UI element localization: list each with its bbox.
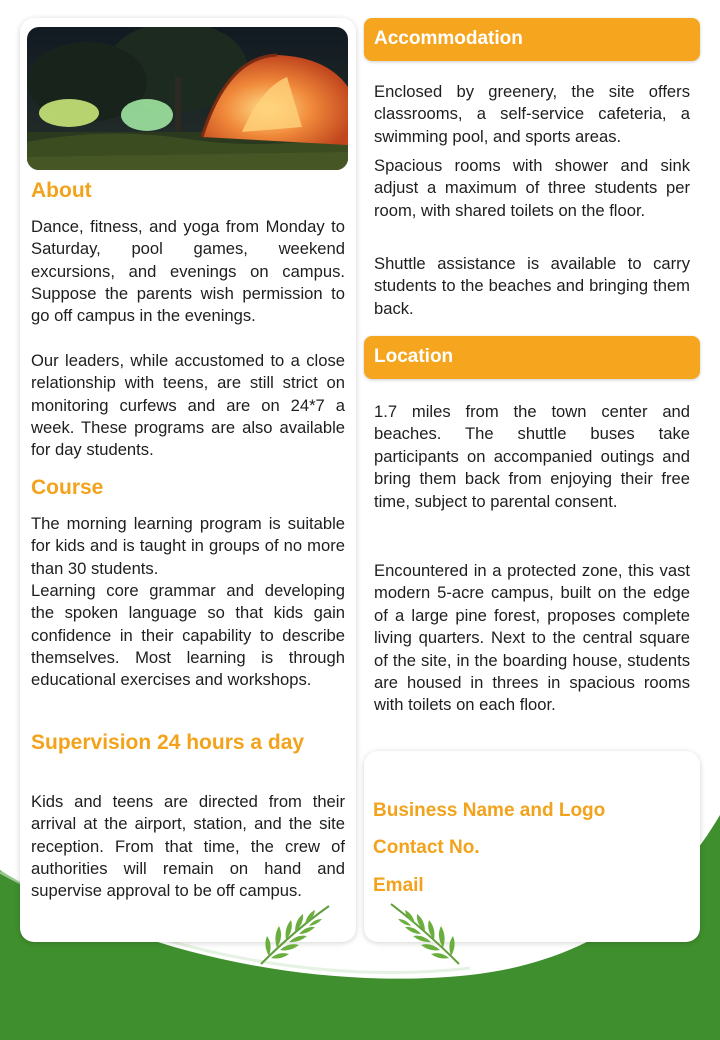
camping-tents-photo xyxy=(27,27,348,170)
location-heading: Location xyxy=(374,346,454,367)
contact-number: Contact No. xyxy=(373,837,480,858)
location-heading-bar xyxy=(364,336,700,379)
course-paragraph-2: Learning core grammar and developing the spoken language so that kids gain confidence in their capability to describe themselves. Most learning is through educational exercises and workshops. xyxy=(31,581,345,690)
location-paragraph-1: 1.7 miles from the town center and beaches. The shuttle buses take participants on accompanied outings and bring them back from enjoying their free time, subject to parental consent. xyxy=(374,402,690,511)
accommodation-paragraph-1: Enclosed by greenery, the site offers classrooms, a self-service cafeteria, a swimming pool, and sports areas. xyxy=(374,82,690,146)
location-paragraph-2: Encountered in a protected zone, this vast modern 5-acre campus, built on the edge of a large pine forest, proposes complete living quarters. Next to the central square of the site, in the boarding house, students are housed in threes in spacious rooms with toilets on each floor. xyxy=(374,561,690,715)
palm-leaf-icon xyxy=(385,898,465,970)
about-paragraph-1: Dance, fitness, and yoga from Monday to Saturday, pool games, weekend excursions, and evenings on campus. Suppose the parents wish permission to go off campus in the evenings. xyxy=(31,217,345,326)
supervision-heading: Supervision 24 hours a day xyxy=(31,731,305,754)
supervision-paragraph: Kids and teens are directed from their arrival at the airport, station, and the site reception. From that time, the crew of authorities will remain on hand and supervise approval to be off campus. xyxy=(31,792,345,901)
accommodation-heading-bar xyxy=(364,18,700,61)
about-heading: About xyxy=(31,179,92,202)
palm-leaf-icon xyxy=(255,900,335,970)
accommodation-heading: Accommodation xyxy=(374,28,523,49)
left-info-card xyxy=(20,18,356,942)
accommodation-paragraph-2: Spacious rooms with shower and sink adjust a maximum of three students per room, with shared toilets on the floor. xyxy=(374,156,690,220)
course-paragraph-1: The morning learning program is suitable for kids and is taught in groups of no more than 30 students. xyxy=(31,514,345,578)
about-paragraph-2: Our leaders, while accustomed to a close relationship with teens, are still strict on monitoring curfews and are on 24*7 a week. These programs are also available for day students. xyxy=(31,351,345,460)
accommodation-paragraph-3: Shuttle assistance is available to carry students to the beaches and bringing them back. xyxy=(374,254,690,318)
business-name-logo: Business Name and Logo xyxy=(373,800,606,821)
email-label: Email xyxy=(373,875,424,896)
course-heading: Course xyxy=(31,476,104,499)
